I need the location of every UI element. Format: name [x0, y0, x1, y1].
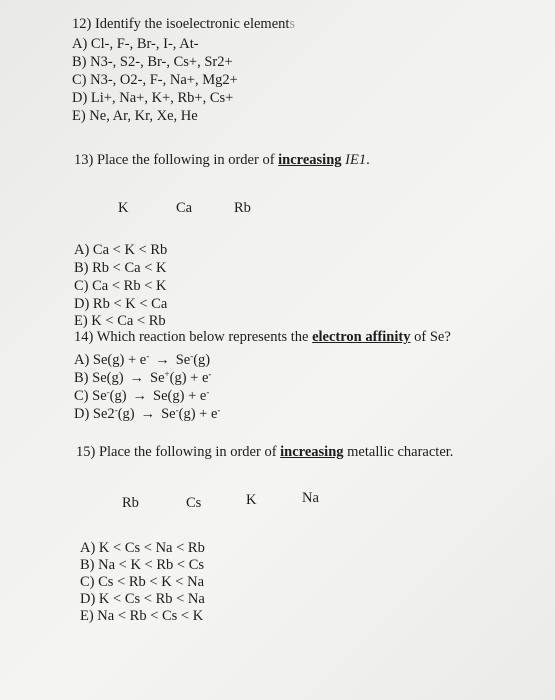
q14-prompt-post: of Se? — [410, 329, 451, 345]
q15-option-b: B) Na < K < Rb < Cs — [80, 557, 205, 573]
q14-a-left: A) Se(g) + e — [74, 352, 147, 368]
q12-prompt — [72, 16, 295, 33]
q13-prompt — [74, 152, 370, 169]
q14-b-sup2: + — [164, 369, 170, 379]
q15-prompt-bold: increasing — [280, 444, 344, 460]
q14-a-sup1: - — [146, 351, 150, 361]
q14-option-d — [74, 402, 220, 423]
q13-prompt-post: . — [366, 152, 370, 168]
q14-prompt — [74, 329, 451, 346]
q14-c-labeltail: (g) — [109, 388, 127, 404]
q14-c-sup2: - — [206, 387, 210, 397]
q12-prompt-text: 12) Identify the isoelectronic element — [72, 16, 290, 32]
q14-a-right: Se — [175, 352, 191, 368]
q12-option-e: E) Ne, Ar, Kr, Xe, He — [72, 108, 198, 124]
arrow-icon: → — [129, 370, 145, 386]
q14-prompt-bold: electron affinity — [312, 329, 411, 345]
q13-option-b: B) Rb < Ca < K — [74, 260, 167, 276]
q14-a-sup2: - — [190, 351, 194, 361]
q14-d-labeltail: (g) — [117, 406, 135, 422]
q14-a-tail: (g) — [193, 352, 211, 368]
q14-b-right: Se — [150, 370, 165, 386]
q13-element-ca: Ca — [176, 200, 193, 216]
q15-element-cs: Cs — [186, 495, 202, 511]
q13-element-k: K — [118, 200, 129, 216]
q15-option-c: C) Cs < Rb < K < Na — [80, 574, 205, 590]
q14-prompt-pre: 14) Which reaction below represents the — [74, 329, 313, 345]
q14-d-sup2: - — [175, 405, 179, 415]
q12-option-a: A) Cl-, F-, Br-, I-, At- — [72, 36, 199, 52]
q14-d-sup1: - — [114, 405, 118, 415]
arrow-icon: → — [155, 352, 170, 368]
q14-d-tail: (g) + e — [178, 406, 218, 422]
q15-element-k: K — [246, 492, 257, 508]
q13-option-a: A) Ca < K < Rb — [74, 242, 168, 258]
q15-element-rb: Rb — [122, 495, 139, 511]
q15-prompt-pre: 15) Place the following in order of — [76, 444, 281, 460]
q13-prompt-pre: 13) Place the following in order of — [74, 152, 279, 168]
q13-prompt-italic: IE1 — [345, 152, 367, 168]
q14-b-left: B) Se(g) — [74, 370, 124, 386]
q15-prompt-post: metallic character. — [343, 444, 454, 460]
q12-option-c: C) N3-, O2-, F-, Na+, Mg2+ — [72, 72, 238, 88]
q13-option-c: C) Ca < Rb < K — [74, 278, 167, 294]
q14-b-tail: (g) + e — [169, 370, 209, 386]
q14-d-tail-sup: - — [217, 405, 221, 415]
arrow-icon: → — [132, 388, 148, 404]
q14-c-right: Se(g) + e — [153, 388, 207, 404]
q15-element-na: Na — [302, 490, 319, 506]
q14-c-sup1: - — [106, 387, 110, 397]
q13-prompt-bold: increasing — [278, 152, 342, 168]
arrow-icon: → — [140, 406, 156, 422]
q15-option-a: A) K < Cs < Na < Rb — [80, 540, 205, 556]
q13-option-d: D) Rb < K < Ca — [74, 296, 168, 312]
q14-c-left: C) Se — [74, 388, 107, 404]
q15-option-e: E) Na < Rb < Cs < K — [80, 608, 204, 624]
q12-option-d: D) Li+, Na+, K+, Rb+, Cs+ — [72, 90, 234, 106]
q13-option-e: E) K < Ca < Rb — [74, 313, 166, 329]
q15-option-d: D) K < Cs < Rb < Na — [80, 591, 205, 607]
q14-b-tail-sup: - — [208, 369, 212, 379]
q12-prompt-faded: s — [289, 16, 296, 32]
q14-d-left: D) Se2 — [74, 406, 115, 422]
q13-element-rb: Rb — [234, 200, 251, 216]
q14-d-right: Se — [161, 406, 176, 422]
q12-option-b: B) N3-, S2-, Br-, Cs+, Sr2+ — [72, 54, 233, 70]
q15-prompt — [76, 444, 453, 461]
